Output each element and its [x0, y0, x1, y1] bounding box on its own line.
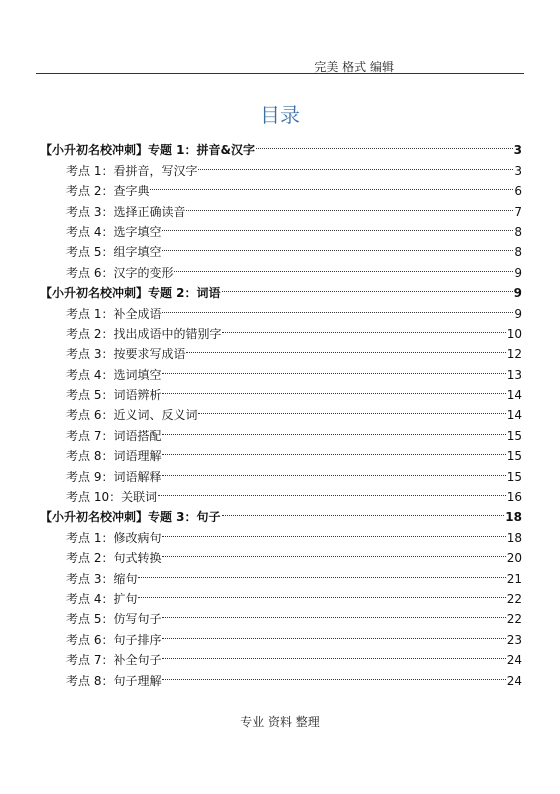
- toc-page-number: 23: [506, 632, 522, 647]
- dot-leader: [162, 440, 505, 460]
- toc-page-number: 8: [514, 245, 522, 260]
- toc-entry-label: 考点 7：补全句子: [66, 653, 162, 668]
- toc-entry-label: 考点 2：句式转换: [66, 551, 162, 566]
- dot-leader: [162, 358, 505, 378]
- page-footer: 专业 资料 整理: [240, 715, 320, 729]
- dot-leader: [222, 318, 505, 338]
- toc-page-number: 14: [506, 408, 522, 423]
- toc-page-number: 3: [514, 163, 522, 178]
- dot-leader: [138, 583, 505, 603]
- dot-leader: [162, 644, 505, 664]
- dot-leader: [222, 501, 505, 521]
- page-header: 完美 格式 编辑: [314, 60, 394, 74]
- dot-leader: [162, 664, 505, 684]
- toc-entry-label: 考点 4：选字填空: [66, 224, 162, 239]
- toc-entry-label: 考点 8：句子理解: [66, 673, 162, 688]
- toc-page-number: 9: [514, 265, 522, 280]
- dot-leader: [186, 338, 505, 358]
- dot-leader: [162, 460, 505, 480]
- toc-entry-label: 考点 2：查字典: [66, 184, 150, 199]
- header-divider: [36, 73, 524, 74]
- dot-leader: [162, 419, 505, 439]
- toc-page-number: 18: [505, 510, 522, 525]
- toc-page-number: 7: [514, 204, 522, 219]
- toc-page-number: 21: [506, 571, 522, 586]
- toc-page-number: 3: [513, 143, 522, 158]
- toc-page-number: 22: [506, 612, 522, 627]
- toc-entry-label: 【小升初名校冲刺】专题 1：拼音&汉字: [40, 143, 255, 158]
- toc-section-entry[interactable]: [40, 134, 522, 158]
- table-of-contents: [40, 134, 522, 688]
- toc-entry-label: 考点 7：词语搭配: [66, 428, 162, 443]
- toc-entry-label: 考点 5：词语辨析: [66, 388, 162, 403]
- toc-page-number: 24: [506, 673, 522, 688]
- toc-page-number: 9: [513, 286, 522, 301]
- toc-entry-label: 考点 10：关联词: [66, 490, 158, 505]
- toc-entry-label: 考点 4：扩句: [66, 591, 138, 606]
- toc-page-number: 22: [506, 591, 522, 606]
- dot-leader: [198, 154, 513, 174]
- toc-title: 目录: [260, 103, 300, 127]
- dot-leader: [162, 379, 505, 399]
- toc-page-number: 15: [506, 469, 522, 484]
- toc-page-number: 8: [514, 224, 522, 239]
- dot-leader: [162, 216, 513, 236]
- toc-entry-label: 考点 3：缩句: [66, 571, 138, 586]
- toc-page-number: 12: [506, 347, 522, 362]
- toc-page-number: 10: [506, 326, 522, 341]
- toc-entry-label: 考点 3：按要求写成语: [66, 347, 186, 362]
- toc-entry-label: 考点 2：找出成语中的错别字: [66, 326, 222, 341]
- toc-page-number: 16: [506, 490, 522, 505]
- dot-leader: [162, 542, 505, 562]
- dot-leader: [174, 256, 513, 276]
- toc-entry-label: 考点 1：补全成语: [66, 306, 162, 321]
- dot-leader: [198, 399, 505, 419]
- toc-entry-label: 考点 6：汉字的变形: [66, 265, 174, 280]
- toc-entry-label: 考点 8：词语理解: [66, 449, 162, 464]
- toc-entry-label: 考点 4：选词填空: [66, 367, 162, 382]
- toc-page-number: 6: [514, 184, 522, 199]
- toc-page-number: 9: [514, 306, 522, 321]
- toc-page-number: 15: [506, 428, 522, 443]
- dot-leader: [256, 134, 513, 154]
- toc-page-number: 14: [506, 388, 522, 403]
- dot-leader: [138, 562, 505, 582]
- toc-entry-label: 考点 6：近义词、反义词: [66, 408, 198, 423]
- toc-entry-label: 考点 9：词语解释: [66, 469, 162, 484]
- dot-leader: [222, 277, 513, 297]
- dot-leader: [162, 623, 505, 643]
- dot-leader: [162, 297, 513, 317]
- toc-page-number: 20: [506, 551, 522, 566]
- dot-leader: [162, 603, 505, 623]
- toc-page-number: 18: [506, 530, 522, 545]
- toc-entry-label: 考点 1：修改病句: [66, 530, 162, 545]
- toc-page-number: 13: [506, 367, 522, 382]
- toc-page-number: 24: [506, 653, 522, 668]
- toc-entry-label: 考点 1：看拼音，写汉字: [66, 163, 198, 178]
- dot-leader: [186, 195, 513, 215]
- toc-entry-label: 考点 3：选择正确读音: [66, 204, 186, 219]
- dot-leader: [150, 175, 513, 195]
- toc-entry-label: 【小升初名校冲刺】专题 3：句子: [40, 510, 221, 525]
- toc-page-number: 15: [506, 449, 522, 464]
- toc-entry-label: 考点 5：组字填空: [66, 245, 162, 260]
- toc-entry-label: 考点 6：句子排序: [66, 632, 162, 647]
- dot-leader: [162, 236, 513, 256]
- dot-leader: [158, 481, 506, 501]
- toc-entry-label: 考点 5：仿写句子: [66, 612, 162, 627]
- toc-entry-label: 【小升初名校冲刺】专题 2：词语: [40, 286, 221, 301]
- dot-leader: [162, 521, 505, 541]
